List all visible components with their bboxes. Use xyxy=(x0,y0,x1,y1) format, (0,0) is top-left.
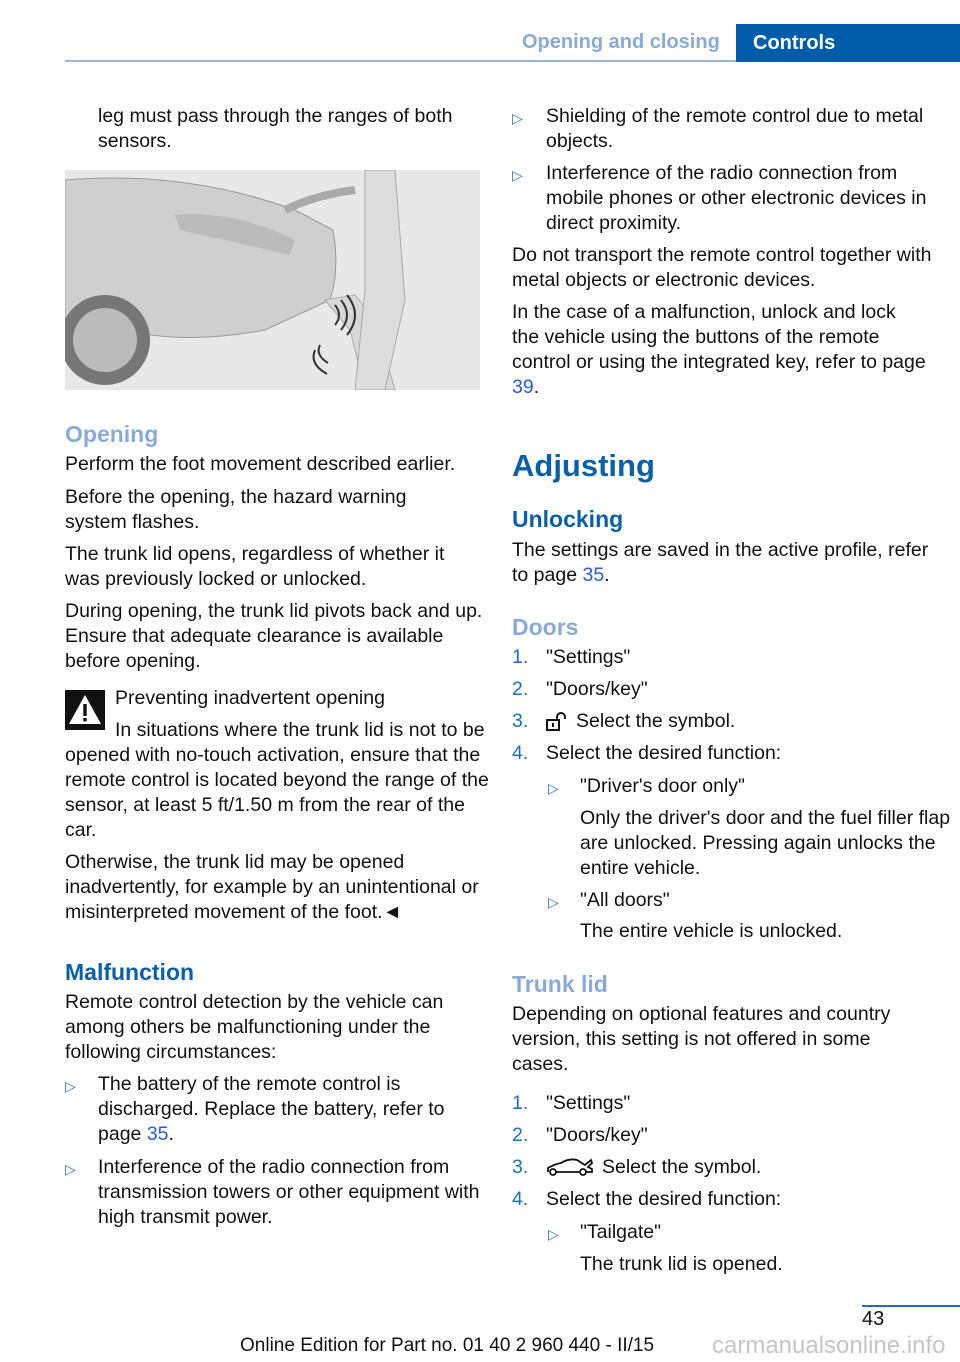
doors-step-1: "Settings" xyxy=(546,646,631,668)
malfunction-bullet-2: Interference of the radio connection from transmission towers or other equipment with high transmit power. xyxy=(98,1156,480,1228)
heading-trunk-lid: Trunk lid xyxy=(512,971,608,997)
trunk-step-3: Select the symbol. xyxy=(602,1156,762,1178)
option-tailgate-desc: The trunk lid is opened. xyxy=(580,1253,783,1275)
footer-rule xyxy=(862,1305,960,1307)
heading-opening: Opening xyxy=(65,421,159,447)
step-number: 4. xyxy=(512,742,529,764)
page-link-39[interactable]: 39 xyxy=(512,376,534,398)
trunk-text: Depending on optional features and country version, this setting is not offered in some cases. xyxy=(512,1003,891,1075)
page-link-35[interactable]: 35 xyxy=(146,1123,169,1145)
step-number: 3. xyxy=(512,710,529,732)
bullet-icon: ▷ xyxy=(548,780,559,796)
unlocking-text: The settings are saved in the active profile, refer to page 35. xyxy=(512,539,929,586)
option-tailgate: "Tailgate" xyxy=(580,1221,662,1243)
step-number: 4. xyxy=(512,1188,529,1210)
foot-sensor-illustration xyxy=(65,170,480,390)
unlock-symbol-icon xyxy=(546,712,570,739)
opening-para-4: During opening, the trunk lid pivots back and up. Ensure that adequate clearance is available before opening. xyxy=(65,600,483,672)
step-number: 2. xyxy=(512,678,529,700)
option-all-doors-desc: The entire vehicle is unlocked. xyxy=(580,920,843,942)
right-para-2: In the case of a malfunction, unlock and lock the vehicle using the buttons of the remote control or using the integrated key, refer to page 39. xyxy=(512,301,926,398)
right-bullet-1: Shielding of the remote control due to metal objects. xyxy=(546,105,924,152)
intro-text: leg must pass through the ranges of both sensors. xyxy=(98,105,453,152)
step-number: 2. xyxy=(512,1124,529,1146)
malfunction-intro: Remote control detection by the vehicle can among others be malfunctioning under the following circumstances: xyxy=(65,991,444,1063)
trunk-step-2: "Doors/key" xyxy=(546,1124,648,1146)
doors-step-3: Select the symbol. xyxy=(576,710,736,732)
step-number: 1. xyxy=(512,1092,529,1114)
malfunction-bullet-1: The battery of the remote control is discharged. Replace the battery, refer to page 35. xyxy=(98,1073,445,1145)
page-number: 43 xyxy=(862,1308,885,1330)
bullet-icon: ▷ xyxy=(65,1078,76,1094)
heading-malfunction: Malfunction xyxy=(65,959,195,985)
bullet-icon: ▷ xyxy=(548,1226,559,1242)
step-number: 1. xyxy=(512,646,529,668)
heading-adjusting: Adjusting xyxy=(512,448,655,483)
step-number: 3. xyxy=(512,1156,529,1178)
right-bullet-2: Interference of the radio connection from mobile phones or other electronic devices in direct proximity. xyxy=(546,162,927,234)
heading-doors: Doors xyxy=(512,614,579,640)
watermark: carmanualsonline.info xyxy=(712,1332,946,1359)
option-drivers-door-only: "Driver's door only" xyxy=(580,775,745,797)
chapter-title: Controls xyxy=(753,32,836,54)
option-drivers-door-desc: Only the driver's door and the fuel filler flap are unlocked. Pressing again unlocks the entire vehicle. xyxy=(580,807,951,879)
chapter-tab xyxy=(736,24,960,62)
heading-unlocking: Unlocking xyxy=(512,506,624,532)
right-para-1: Do not transport the remote control together with metal objects or electronic devices. xyxy=(512,244,932,291)
section-title: Opening and closing xyxy=(522,31,720,53)
warning-text: In situations where the trunk lid is not to be opened with no-touch activation, ensure that the remote control is located beyond the range of the sensor, at least 5 ft/1.50 m from the rear of the car. xyxy=(65,719,489,841)
trunk-step-1: "Settings" xyxy=(546,1092,631,1114)
doors-step-4: Select the desired function: xyxy=(546,742,782,764)
option-all-doors: "All doors" xyxy=(580,889,670,911)
bullet-icon: ▷ xyxy=(512,167,523,183)
bullet-icon: ▷ xyxy=(512,110,523,126)
trunk-step-4: Select the desired function: xyxy=(546,1188,782,1210)
doors-step-2: "Doors/key" xyxy=(546,678,648,700)
warning-title: Preventing inadvertent opening xyxy=(115,687,385,709)
opening-para-3: The trunk lid opens, regardless of whether it was previously locked or unlocked. xyxy=(65,543,445,590)
edition-text: Online Edition for Part no. 01 40 2 960 440 - II/15 xyxy=(240,1335,655,1356)
opening-para-2: Before the opening, the hazard warning system flashes. xyxy=(65,486,407,533)
bullet-icon: ▷ xyxy=(65,1161,76,1177)
warning-text-2: Otherwise, the trunk lid may be opened inadvertently, for example by an unintentional or misinterpreted movement of the foot.◄ xyxy=(65,851,479,923)
opening-para-1: Perform the foot movement described earlier. xyxy=(65,453,456,475)
bullet-icon: ▷ xyxy=(548,894,559,910)
page-link-35[interactable]: 35 xyxy=(582,564,605,586)
car-trunk-symbol-icon xyxy=(545,1157,595,1186)
